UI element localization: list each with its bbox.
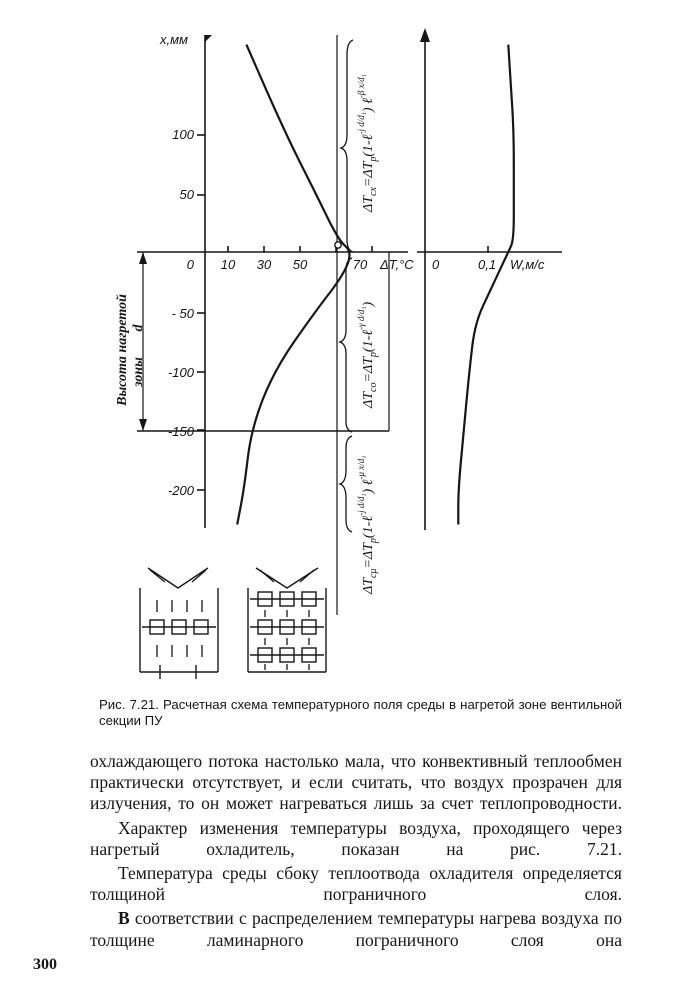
formula-top bbox=[356, 74, 379, 213]
temp-axis-label: ΔT,°C bbox=[380, 257, 414, 272]
body-text bbox=[90, 751, 622, 951]
page-number: 300 bbox=[33, 956, 57, 973]
temp-tick-label: 10 bbox=[220, 257, 236, 272]
y-tick-label: -100 bbox=[167, 365, 194, 380]
paragraph-rest: соответствии с распределением температуры нагрева воздуха по толщине ламинарного пограничного слоя она bbox=[90, 908, 622, 950]
zone-symbol: d bbox=[131, 324, 146, 332]
temp-point-marker bbox=[335, 242, 341, 248]
vel-tick-label: 0 bbox=[432, 257, 440, 272]
brace-top bbox=[341, 40, 353, 252]
paragraph: охлаждающего потока настолько мала, что конвективный теплообмен практически отсутствует, и если считать, что воздух прозрачен для излучения, то он может нагреваться лишь за счет теплопроводности. bbox=[90, 751, 622, 814]
temperature-curve bbox=[237, 45, 349, 525]
zone-label-line2: зоны bbox=[131, 357, 146, 387]
y-tick-label: -150 bbox=[167, 424, 194, 439]
svg-text:ΔTcx=ΔTp(1-ℓ-j d/d₁) ℓ-β x/d₁: $\Delta T_{cx}=\Delta T_p(1-\ell^{-j d/d_1})$ ℓ$^{-\beta x/d_1}$ bbox=[356, 74, 379, 212]
vel-tick-label: 0,1 bbox=[478, 257, 497, 272]
brace-middle bbox=[340, 258, 352, 432]
brace-bottom bbox=[340, 436, 352, 532]
bold-initial: В bbox=[118, 908, 130, 929]
vel-axis-arrow bbox=[420, 28, 430, 42]
svg-text:ΔTcμ=ΔTp(1-ℓ-j d/d₁) ℓ-μ x/d₁: $\Delta T_{c\mu}=\Delta T_p(1-\ell^{-j d/d_1})$ ℓ$^{-\mu x/d_1}$ bbox=[356, 455, 379, 594]
figure-caption: Рис. 7.21. Расчетная схема температурного поля среды в нагретой зоне вентильной секции ПУ bbox=[99, 697, 622, 728]
y-tick-label: 100 bbox=[172, 127, 194, 142]
arrows-left bbox=[150, 570, 206, 657]
y-tick-label: -200 bbox=[167, 483, 194, 498]
velocity-curve bbox=[458, 45, 514, 525]
paragraph bbox=[90, 908, 622, 950]
temp-tick-label: 50 bbox=[292, 257, 308, 272]
zone-arrow-down bbox=[139, 419, 147, 431]
formula-bottom bbox=[356, 456, 379, 595]
vel-axis-label: W,м/с bbox=[510, 257, 545, 272]
y-tick-label: 0 bbox=[186, 257, 194, 272]
y-tick-label: 50 bbox=[179, 187, 194, 202]
paragraph: Характер изменения температуры воздуха, проходящего через нагретый охладитель, показан на рис. 7.21. bbox=[90, 817, 622, 859]
zone-arrow-up bbox=[139, 252, 147, 264]
zone-label-line1: Высота нагретой bbox=[115, 294, 130, 406]
svg-text:ΔTco=ΔTp(1-ℓ-γ d/d₁): $\Delta T_{co}=\Delta T_p(1-\ell^{-\gamma d/d_1})$ bbox=[356, 301, 379, 408]
schematic-left bbox=[140, 568, 218, 679]
temp-tick-label: 70 bbox=[352, 257, 368, 272]
schematic-right bbox=[248, 568, 326, 672]
y-axis-label: x,мм bbox=[160, 32, 188, 47]
formula-middle bbox=[356, 301, 379, 409]
y-tick-label: - 50 bbox=[171, 306, 194, 321]
paragraph: Температура среды сбоку теплоотвода охладителя определяется толщиной пограничного слоя. bbox=[90, 863, 622, 905]
temp-tick-label: 30 bbox=[256, 257, 272, 272]
